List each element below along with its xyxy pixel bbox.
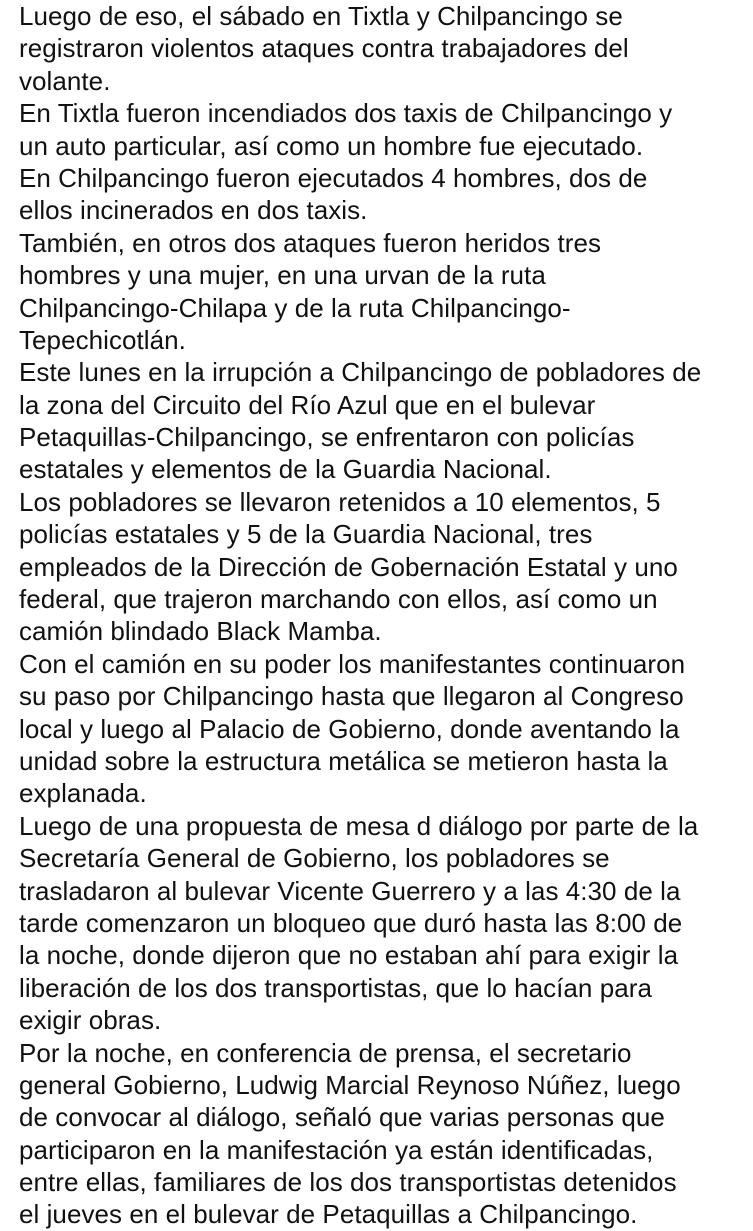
text-line: explanada. bbox=[19, 778, 147, 809]
text-line: En Chilpancingo fueron ejecutados 4 hombres, dos de bbox=[19, 162, 648, 193]
text-line: participaron en la manifestación ya están identificadas, bbox=[19, 1134, 654, 1165]
text-line: registraron violentos ataques contra trabajadores del bbox=[19, 33, 629, 64]
text-line: Con el camión en su poder los manifestantes continuaron bbox=[19, 648, 686, 679]
text-line: unidad sobre la estructura metálica se metieron hasta la bbox=[19, 745, 668, 776]
text-line: tarde comenzaron un bloqueo que duró hasta las 8:00 de bbox=[19, 907, 683, 938]
text-line: de convocar al diálogo, señaló que varias personas que bbox=[19, 1102, 665, 1133]
text-line: Tepechicotlán. bbox=[19, 324, 186, 355]
text-line: Secretaría General de Gobierno, los pobladores se bbox=[19, 843, 610, 874]
text-line: Los pobladores se llevaron retenidos a 10 elementos, 5 bbox=[19, 486, 661, 517]
text-line: Luego de eso, el sábado en Tixtla y Chilpancingo se bbox=[19, 1, 623, 31]
text-line: estatales y elementos de la Guardia Nacional. bbox=[19, 454, 552, 485]
text-line: volante. bbox=[19, 65, 111, 96]
text-line: También, en otros dos ataques fueron heridos tres bbox=[19, 227, 602, 258]
text-line: Luego de una propuesta de mesa d diálogo por parte de la bbox=[19, 810, 699, 841]
text-line: En Tixtla fueron incendiados dos taxis de Chilpancingo y bbox=[19, 98, 673, 129]
text-line: un auto particular, así como un hombre fue ejecutado. bbox=[19, 130, 644, 161]
text-line: exigir obras. bbox=[19, 1005, 162, 1036]
text-line: policías estatales y 5 de la Guardia Nacional, tres bbox=[19, 519, 593, 550]
article-text bbox=[19, 0, 747, 1231]
text-line: Chilpancingo-Chilapa y de la ruta Chilpancingo- bbox=[19, 292, 571, 323]
text-line: ellos incinerados en dos taxis. bbox=[19, 195, 368, 226]
text-line: el jueves en el bulevar de Petaquillas a Chilpancingo. bbox=[19, 1199, 638, 1230]
text-line: camión blindado Black Mamba. bbox=[19, 616, 382, 647]
text-line: trasladaron al bulevar Vicente Guerrero y a las 4:30 de la bbox=[19, 875, 681, 906]
text-line: la zona del Circuito del Río Azul que en el bulevar bbox=[19, 389, 596, 420]
text-line: la noche, donde dijeron que no estaban ahí para exigir la bbox=[19, 940, 679, 971]
text-line: hombres y una mujer, en una urvan de la ruta bbox=[19, 260, 546, 291]
text-line: local y luego al Palacio de Gobierno, donde aventando la bbox=[19, 713, 680, 744]
text-line: su paso por Chilpancingo hasta que llegaron al Congreso bbox=[19, 681, 684, 712]
text-line: Petaquillas-Chilpancingo, se enfrentaron con policías bbox=[19, 422, 635, 453]
text-line: general Gobierno, Ludwig Marcial Reynoso Núñez, luego bbox=[19, 1069, 681, 1100]
text-line: liberación de los dos transportistas, que lo hacían para bbox=[19, 972, 652, 1003]
text-line: entre ellas, familiares de los dos transportistas detenidos bbox=[19, 1167, 677, 1198]
text-line: Este lunes en la irrupción a Chilpancingo de pobladores de bbox=[19, 357, 702, 388]
text-line: empleados de la Dirección de Gobernación Estatal y uno bbox=[19, 551, 678, 582]
text-line: Por la noche, en conferencia de prensa, el secretario bbox=[19, 1037, 632, 1068]
text-line: federal, que trajeron marchando con ellos, así como un bbox=[19, 584, 658, 615]
